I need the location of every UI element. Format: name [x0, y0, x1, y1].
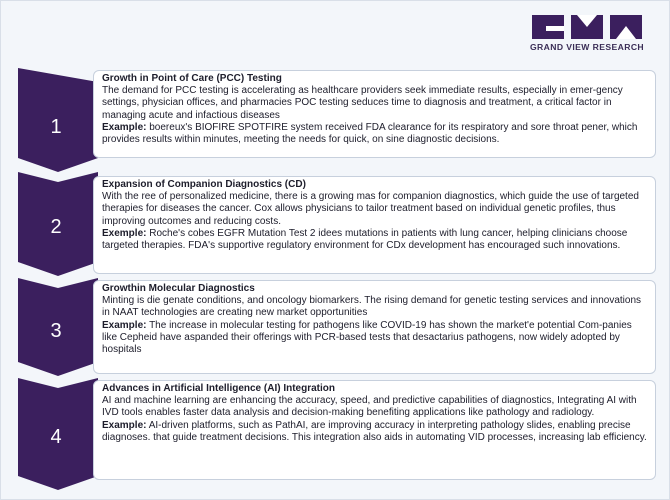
trend-row-2: [18, 172, 656, 276]
logo-mark-icon: [532, 15, 642, 39]
grand-view-research-logo: [526, 12, 648, 54]
brand-name: GRAND VIEW RESEARCH: [529, 42, 645, 52]
example-label: Example:: [102, 121, 147, 133]
example-label: Example:: [102, 319, 147, 331]
trend-description: AI and machine learning are enhancing the accuracy, speed, and predictive capabilities of diagnostics, Integrating AI with IVD tools enables faster data analysis and decision-making benefiting applications like pathology and radiology.: [102, 395, 637, 419]
trend-card: [93, 70, 656, 158]
example-label: Example:: [102, 419, 147, 431]
example-label: Exemple:: [102, 227, 147, 239]
trend-title: Growth in Point of Care (PCC) Testing: [102, 73, 282, 84]
step-number: 3: [50, 320, 62, 342]
trend-row-4: [18, 378, 656, 490]
trend-card: [93, 176, 656, 274]
example-text: The increase in molecular testing for pathogens like COVID-19 has shown the market'e potential Com-panies like Cepheid have aspanded their offerings with PCR-based tests that desactarius pathogens, now widely adopted by hospitals: [102, 319, 632, 356]
trend-card: [93, 280, 656, 374]
trend-row-3: [18, 278, 656, 376]
trend-title: Growthin Molecular Diagnostics: [102, 283, 255, 294]
trend-description: The demand for PCC testing is accelerating as healthcare providers seek immediate results, especially in emer-gency settings, physician offices, and pharmacies POC testing seduces time to diagnosis and treatment, a critical factor in managing acute and infactious diseases: [102, 85, 623, 121]
trend-title: Expansion of Companion Diagnostics (CD): [102, 179, 306, 190]
step-number: 4: [50, 426, 62, 448]
step-number: 1: [50, 116, 62, 138]
example-text: boereux's BIOFIRE SPOTFIRE system received FDA clearance for its respiratory and sore throat pener, which provides results within minutes, meeting the needs for quick, on sine diagnostic decisions.: [102, 121, 638, 146]
trend-card: [93, 380, 656, 480]
example-text: AI-driven platforms, such as PathAI, are improving accuracy in interpreting pathology slides, enabling precise diagnoses. that guide treatment decisions. This integration also aids in automating VID processes, increasing lab efficiency.: [102, 419, 647, 443]
trend-description: Minting is die genate conditions, and oncology biomarkers. The rising demand for genetic testing services and innovations in NAAT technologies are creating new market opportunities: [102, 295, 642, 319]
trend-title: Advances in Artificial Intelligence (AI) Integration: [102, 383, 336, 394]
example-text: Roche's cobes EGFR Mutation Test 2 idees mutations in patients with lung cancer, helping clinicians choose targeted therapies. FDA's supportive regulatory environment for CDx development has encouraged such innovations.: [102, 227, 628, 252]
trend-description: With the ree of personalized medicine, there is a growing mas for companion diagnostics, which guide the use of targeted therapies for diseases the cancer. Cox allows physicians to tailor treatment based on individual genetic profiles, thus improving outcomes and reducing costs.: [102, 191, 639, 227]
step-number: 2: [50, 216, 62, 238]
trend-row-1: [18, 68, 656, 172]
